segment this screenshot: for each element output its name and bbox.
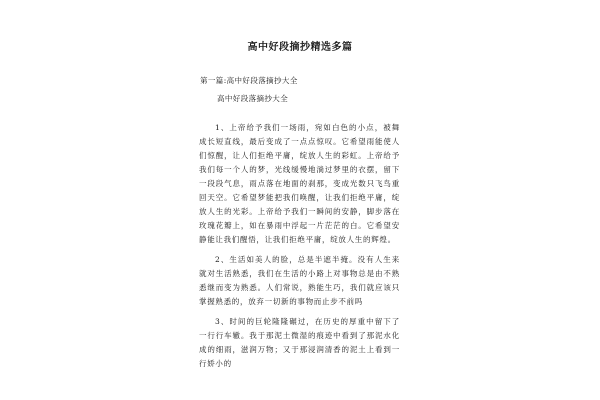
section-subheading: 高中好段落摘抄大全 — [217, 94, 289, 103]
section-heading: 第一篇:高中好段落摘抄大全 — [200, 76, 298, 85]
document-title: 高中好段摘抄精选多篇 — [247, 42, 353, 53]
document-body — [199, 121, 400, 377]
paragraph-2: 2、生活如美人的脸，总是半遮半掩。没有人生来就对生活熟悉，我们在生活的小路上对事物总是由不熟悉继而变为熟悉。人们常说，熟能生巧，我们就应该只掌握熟悉的，放弃一切新的事物而止步不前吗 — [199, 255, 400, 306]
paragraph-1: 1、上帝给予我们一场雨，宛如白色的小点，被舞成长短直线，最后变成了一点点惊叹。它希望雨能使人们惊醒，让人们拒绝平庸，绽放人生的彩虹。上帝给予我们每一个人的梦，光线缓慢地淌过梦里的衣摆，留下一段段气息，雨点落在地面的刹那，变成光数只飞鸟重回天空。它希望梦能把我们唤醒，让我们拒绝平庸，绽放人生的光彩。上帝给予我们一瞬间的安静，脚步落在玫瑰花瓣上，如在暴雨中浮起一片茫茫的白。它希望安静能让我们醒悟，让我们拒绝平庸，绽放人生的辉煌。 — [199, 123, 400, 244]
paragraph-3: 3、时间的巨轮隆隆碾过，在历史的厚重中留下了一行行车辙。我于那泥土微湿的痕迹中看到了那泥水化成的细雨，滋润万物；又于那浸润清香的泥土上看到一行娇小的 — [199, 317, 400, 368]
